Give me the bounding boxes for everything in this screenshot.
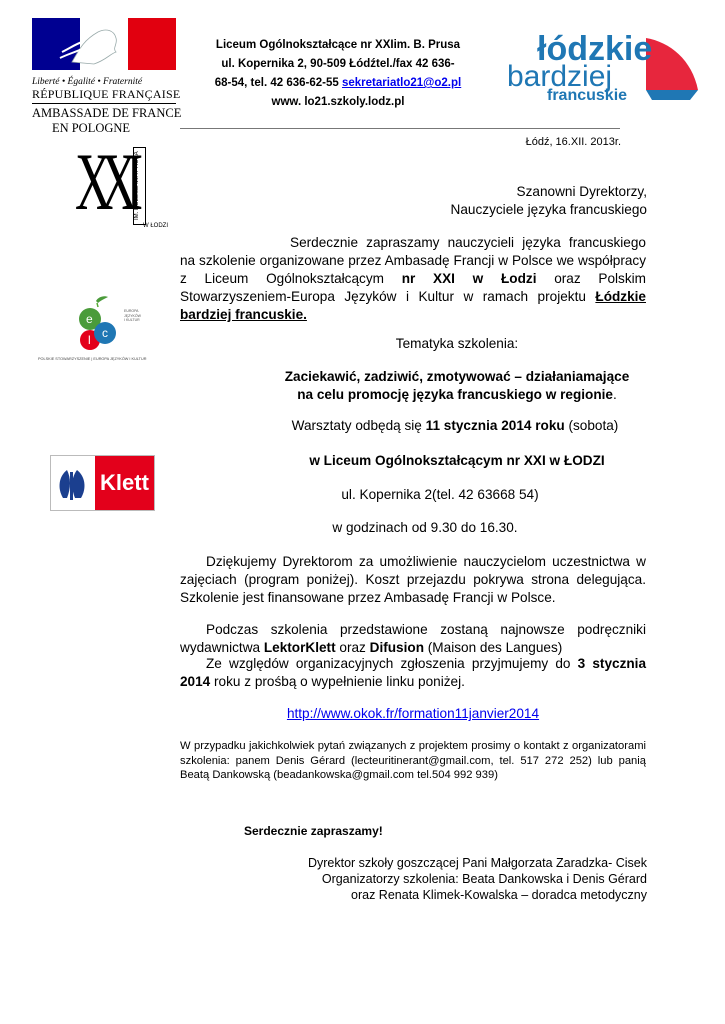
workshop-date: Warsztaty odbędą się 11 stycznia 2014 roku (sobota) — [291, 418, 619, 433]
registration-link-row — [180, 705, 646, 723]
en-pologne-label: EN POLOGNE — [51, 121, 131, 135]
elc-l: l — [88, 333, 91, 347]
header-website: www. lo21.szkoly.lodz.pl — [271, 96, 405, 108]
roman-numeral: XXI — [75, 136, 132, 227]
salutation-line-2: Nauczyciele języka francuskiego — [450, 202, 647, 217]
klett-logo — [50, 455, 155, 511]
header-line-3: 68-54, tel. 42 636-62-55 sekretariatlo21@o2.pl — [214, 77, 462, 89]
klett-wordmark: Klett — [95, 456, 154, 510]
elc-caption: POLSKIE STOWARZYSZENIE | EUROPA JĘZYKÓW I KULTUR — [38, 357, 147, 361]
french-motto: Liberté • Égalité • Fraternité — [32, 77, 143, 87]
signature-line-1: Dyrektor szkoły goszczącej Pani Małgorzata Zaradzka- Cisek — [307, 856, 647, 870]
topic-title: Zaciekawić, zadziwić, zmotywować – działaniamające na celu promocję języka francuskiego w regionie. — [284, 369, 630, 402]
topic-label: Tematyka szkolenia: — [395, 336, 519, 351]
books-paragraph: Podczas szkolenia przedstawione zostaną najnowsze podręczniki wydawnictwa LektorKlett oraz Difusion (Maison des Langues) — [180, 622, 646, 655]
thanks-paragraph: Dziękujemy Dyrektorom za umożliwienie nauczycielom uczestnictwa w zajęciach (program poniżej). Koszt przejazdu pokrywa strona delegująca. Szkolenie jest finansowane przez Ambasadę Francji w Polsce. — [180, 554, 646, 605]
patron-name-vertical: IM. BOLESŁAWA PRUSA — [133, 147, 146, 225]
school-email-link[interactable]: sekretariatlo21@o2.pl — [341, 77, 462, 89]
ambassade-label: AMBASSADE DE FRANCE — [32, 106, 182, 120]
registration-paragraph: Ze względów organizacyjnych zgłoszenia przyjmujemy do 3 stycznia 2014 roku z prośbą o wypełnienie linku poniżej. — [180, 656, 647, 689]
republique-francaise: RÉPUBLIQUE FRANÇAISE — [32, 87, 176, 104]
header-divider — [180, 128, 620, 129]
lodzkie-word: łódzkie — [537, 30, 653, 68]
elc-side-text: EUROPA JĘZYKÓW I KULTUR — [124, 309, 141, 322]
venue: w Liceum Ogólnokształcącym nr XXI w ŁODZI — [309, 453, 605, 468]
salutation-line-1: Szanowni Dyrektorzy, — [516, 184, 647, 199]
registration-link[interactable]: http://www.okok.fr/formation11janvier2014 — [286, 706, 540, 721]
marianne-flag-icon — [32, 18, 176, 70]
elc-e: e — [86, 312, 93, 326]
francuskie-word: francuskie — [547, 87, 628, 104]
signature-line-3: oraz Renata Klimek-Kowalska – doradca metodyczny — [351, 888, 647, 902]
klett-symbol-icon — [51, 456, 95, 510]
elc-logo — [38, 295, 166, 363]
w-lodzi-label: W ŁODZI — [143, 223, 168, 229]
school-header — [178, 36, 498, 112]
intro-paragraph: Serdecznie zapraszamy nauczycieli języka francuskiego na szkolenie organizowane przez Ambasadę Francji w Polsce we współpracy z Liceum Ogólnokształcącym nr XXI w Łodzi oraz Polskim Stowarzyszeniem-Europa Języków i Kultur w ramach projektu Łódzkie bardziej francuskie. — [180, 235, 646, 322]
salutation — [347, 183, 647, 219]
header-line-1: Liceum Ogólnokształcące nr XXIim. B. Prusa — [215, 39, 461, 51]
closing-line: Serdecznie zapraszamy! — [244, 824, 383, 838]
letter-date: Łódź, 16.XII. 2013r. — [525, 136, 621, 148]
lo21-logo — [75, 136, 180, 230]
contact-paragraph: W przypadku jakichkolwiek pytań związanych z projektem prosimy o kontakt z organizatorami szkolenia: panem Denis Gérard (lecteuritinerant@gmail.com, tel. 517 272 252) lub panią Beatą Dankowską (beadankowska@gmail.com tel.504 992 939) — [180, 740, 646, 781]
french-embassy-logo — [32, 18, 182, 135]
apple-icon — [68, 295, 140, 351]
bardziej-word: bardziej — [507, 60, 613, 93]
signature-line-2: Organizatorzy szkolenia: Beata Dankowska i Denis Gérard — [321, 872, 647, 886]
header-line-2: ul. Kopernika 2, 90-509 Łódźtel./fax 42 636- — [221, 58, 455, 70]
signature-block — [227, 855, 647, 903]
lodzkie-logo — [505, 32, 700, 112]
workshop-hours: w godzinach od 9.30 do 16.30. — [332, 520, 518, 535]
elc-c: c — [102, 326, 108, 340]
venue-address: ul. Kopernika 2(tel. 42 63668 54) — [341, 487, 539, 502]
